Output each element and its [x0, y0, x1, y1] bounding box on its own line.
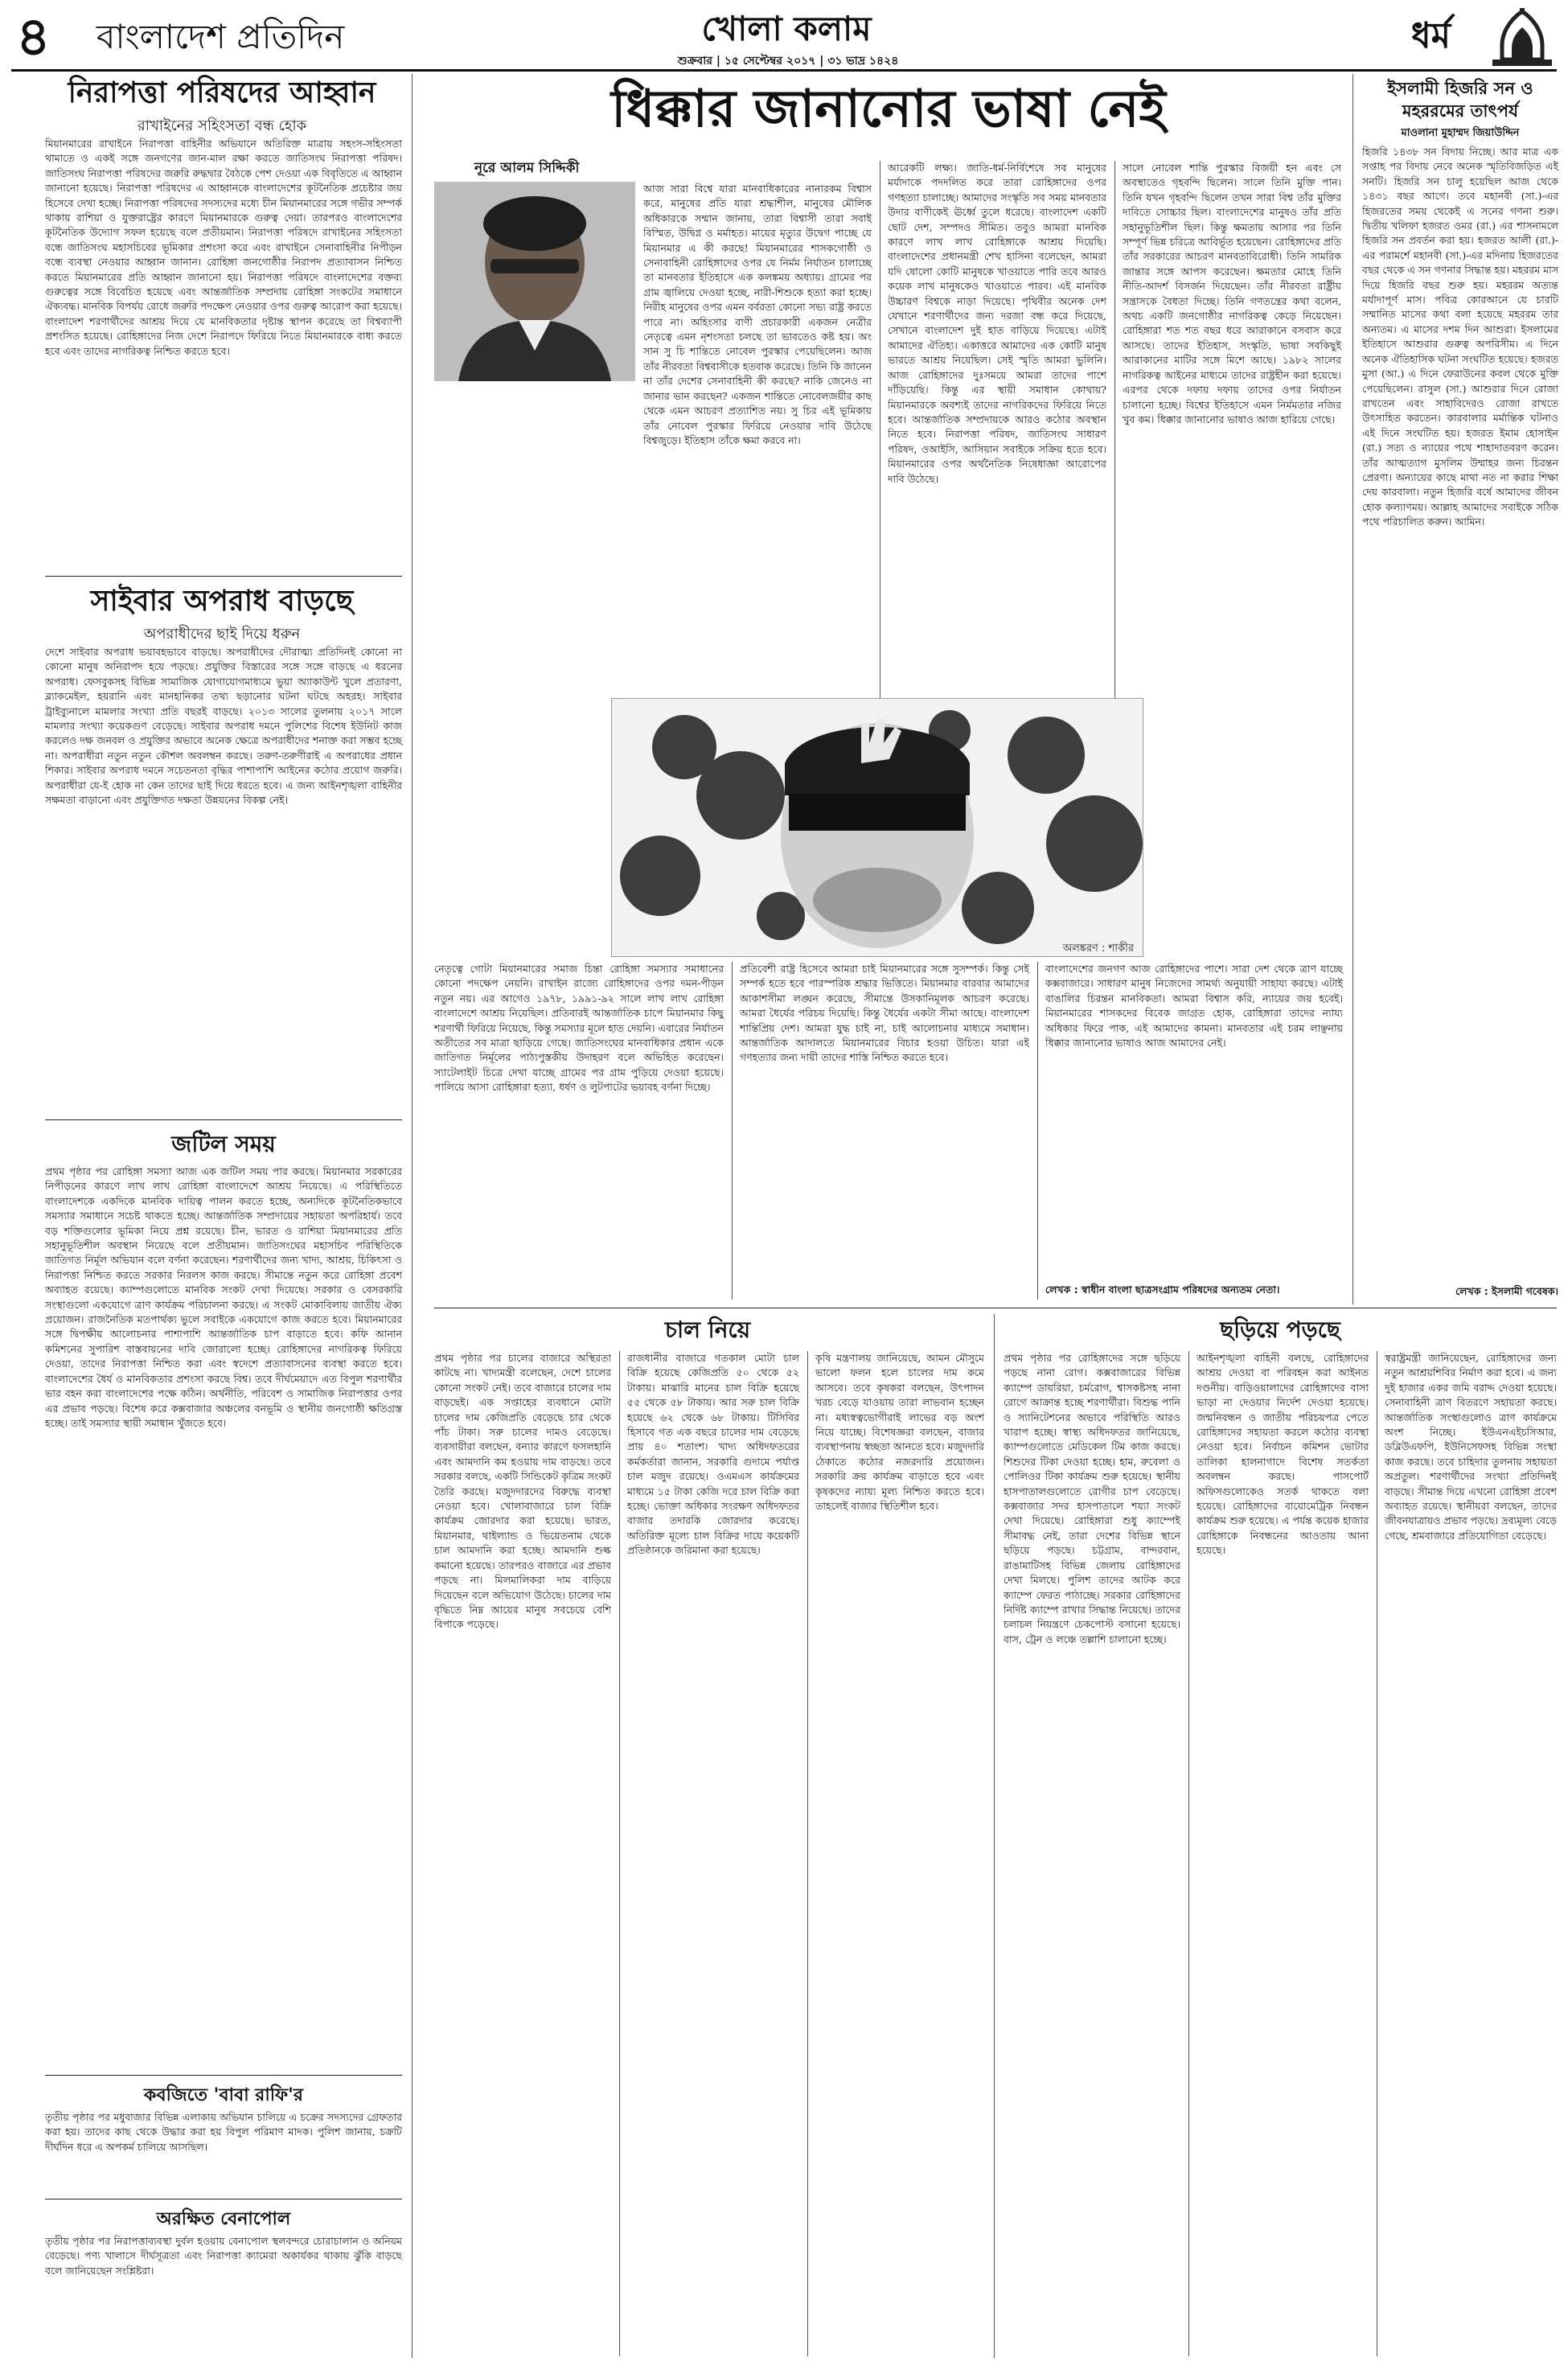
left-rule-2 — [45, 1119, 402, 1120]
divider-main-4 — [1037, 962, 1038, 1300]
divider-lc-2 — [807, 1351, 808, 2356]
editorial1-subtitle: রাখাইনের সহিংসতা বন্ধ হোক — [137, 117, 307, 134]
main-body-col1: আজ সারা বিশ্বে যারা মানবাধিকারের নানারকম বিশ্বাস করে, মানুষের প্রতি যারা শ্রদ্ধাশীল, মানুষের মৌলিক অধিকারকে সম্মান জানায়, তারা বিশ্বাসী তারা সবাই বিস্মিত, উদ্বিগ্ন ও মর্মাহত। মায়ের মৃত্যুর উদ্বেগ পাচ্ছে যে মিয়ানমার এ কী করছে! মিয়ানমারের শাসকগোষ্ঠী ও সেনাবাহিনী রোহিঙ্গাদের ওপর যে নির্মম নির্যাতন চালাচ্ছে তা মানবতার ইতিহাসে এক কলঙ্কময় অধ্যায়। গ্রামের পর গ্রাম জ্বালিয়ে দেওয়া হচ্ছে, নারী-শিশুকে হত্যা করা হচ্ছে। নিরীহ মানুষের ওপর এমন বর্বরতা কোনো সভ্য রাষ্ট্র করতে পারে না। অহিংসার বাণী প্রচারকারী একজন নেত্রীর নেতৃত্বে এমন নৃশংসতা চলছে তা ভাবতেও কষ্ট হয়। অং সান সু চি শান্তিতে নোবেল পুরস্কার পেয়েছিলেন। আজ তাঁর নীরবতা বিশ্ববাসীকে হতবাক করেছে। তিনি কি জানেন না তাঁর দেশের সেনাবাহিনী কী করছে? নাকি জেনেও না জানার ভান করছেন? একজন শান্তিতে নোবেলজয়ীর কাছ থেকে এমন আচরণ প্রত্যাশিত নয়। সু চির এই ভূমিকায় তাঁর নোবেল পুরস্কার ফিরিয়ে নেওয়ার দাবি উঠেছে বিশ্বজুড়ে। ইতিহাস তাঁকে ক্ষমা করবে না। — [643, 183, 872, 446]
religion-title: ইসলামী হিজরি সন ও মহররমের তাৎপর্য — [1387, 79, 1533, 121]
illustration — [611, 698, 1143, 957]
section-title: খোলা কলাম — [701, 9, 872, 48]
lower-center-col3: কৃষি মন্ত্রণালয় জানিয়েছে, আমন মৌসুমে ভালো ফলন হলে চালের দাম কমে আসবে। তবে কৃষকরা বলছেন, উৎপাদন খরচ বেড়ে যাওয়ায় তারা লাভবান হচ্ছেন না। মধ্যস্বত্বভোগীরাই লাভের বড় অংশ নিয়ে যাচ্ছে। বিশেষজ্ঞরা বলছেন, বাজার ব্যবস্থাপনায় স্বচ্ছতা আনতে হবে। মজুদদারি ঠেকাতে কঠোর নজরদারি প্রয়োজন। সরকারি ক্রয় কার্যক্রম বাড়াতে হবে এবং কৃষকদের ন্যায্য মূল্য নিশ্চিত করতে হবে। তাহলেই বাজার স্থিতিশীল হবে। — [815, 1352, 984, 1513]
lower-right-col3: স্বরাষ্ট্রমন্ত্রী জানিয়েছেন, রোহিঙ্গাদের জন্য নতুন আশ্রয়শিবির নির্মাণ করা হবে। এ জন্য দুই হাজার একর জমি বরাদ্দ দেওয়া হয়েছে। সেনাবাহিনী ত্রাণ বিতরণে সহায়তা করছে। আন্তর্জাতিক সংস্থাগুলোও ত্রাণ কার্যক্রমে অংশ নিচ্ছে। ইউএনএইচসিআর, ডব্লিউএফপি, ইউনিসেফসহ বিভিন্ন সংস্থা কাজ করছে। তবে চাহিদার তুলনায় সহায়তা অপ্রতুল। শরণার্থীদের সংখ্যা প্রতিদিনই বাড়ছে। সীমান্ত দিয়ে এখনো রোহিঙ্গা প্রবেশ অব্যাহত রয়েছে। স্থানীয়রা বলছেন, তাদের জীবনযাত্রায়ও প্রভাব পড়ছে। দ্রব্যমূল্য বেড়ে গেছে, শ্রমবাজারে প্রতিযোগিতা বেড়েছে। — [1385, 1352, 1557, 1542]
column4-title: কবজিতে 'বাবা রাফি'র — [144, 2085, 303, 2105]
image-credit: অলঙ্করণ : শাকীর — [1062, 943, 1134, 955]
page-number: ৪ — [16, 6, 51, 68]
main-body-col1b — [434, 386, 872, 692]
religion-body: হিজরি ১৪৩৮ সন বিদায় নিচ্ছে। আর মাত্র এক সপ্তাহ পর বিদায় নেবে অনেক স্মৃতিবিজড়িত এই সনটি। হিজরি সন চালু হয়েছিল আজ থেকে ১৪৩১ বছর আগে। তবে মহানবী (সা.)-এর হিজরতের সময় থেকেই এ সনের গণনা শুরু। দ্বিতীয় খলিফা হজরত ওমর (রা.) এর শাসনামলে হিজরি সন প্রবর্তন করা হয়। হজরত আলী (রা.)-এর পরামর্শে মহানবী (সা.)-এর মদিনায় হিজরতের বছর থেকে এ সন গণনার সিদ্ধান্ত হয়। মহররম মাস দিয়ে হিজরি বছর শুরু হয়। মহররম অত্যন্ত মর্যাদাপূর্ণ মাস। পবিত্র কোরআনে যে চারটি সম্মানিত মাসের কথা বলা হয়েছে মহররম তার অন্যতম। এ মাসের দশম দিন আশুরা। ইসলামের ইতিহাসে আশুরার গুরুত্ব অপরিসীম। এ দিনে অনেক ঐতিহাসিক ঘটনা সংঘটিত হয়েছে। হজরত মুসা (আ.) এ দিনে ফেরাউনের কবল থেকে মুক্তি পেয়েছিলেন। রাসুল (সা.) আশুরার দিনে রোজা রাখতেন এবং সাহাবিদেরও রোজা রাখতে উৎসাহিত করতেন। কারবালার মর্মান্তিক ঘটনাও এই দিনে সংঘটিত হয়। হজরত ইমাম হোসাইন (রা.) সত্য ও ন্যায়ের পথে শাহাদাতবরণ করেন। তাঁর আত্মত্যাগ মুসলিম উম্মাহর জন্য চিরন্তন প্রেরণা। অন্যায়ের কাছে মাথা নত না করার শিক্ষা দেয় কারবালা। নতুন হিজরি বর্ষে আমাদের জীবন হোক কল্যাণময়। আল্লাহ আমাদের সবাইকে সঠিক পথে পরিচালিত করুন। আমিন। — [1362, 146, 1558, 528]
main-body-bottom3: বাংলাদেশের জনগণ আজ রোহিঙ্গাদের পাশে। সারা দেশ থেকে ত্রাণ যাচ্ছে কক্সবাজারে। সাধারণ মানুষ নিজেদের সামর্থ্য অনুযায়ী সাহায্য করছে। এটাই বাঙালির চিরন্তন মানবিকতা। আমরা বিশ্বাস করি, ন্যায়ের জয় হবেই। মিয়ানমারের শাসকদের বিবেক জাগ্রত হোক, রোহিঙ্গারা তাদের ন্যায্য অধিকার ফিরে পাক, এই আমাদের কামনা। মানবতার এই চরম লাঞ্ছনায় ধিক্কার জানানোর ভাষাও আজ আমাদের নেই। — [1045, 963, 1343, 1049]
lower-center-col1: প্রথম পৃষ্ঠার পর চালের বাজারে অস্থিরতা কাটছে না। খাদ্যমন্ত্রী বলেছেন, দেশে চালের কোনো সংকট নেই। তবে বাজারে চালের দাম বাড়ছেই। এক সপ্তাহের ব্যবধানে মোটা চালের দাম কেজিপ্রতি বেড়েছে চার থেকে পাঁচ টাকা। সরু চালের দামও বেড়েছে। ব্যবসায়ীরা বলছেন, বন্যার কারণে ফসলহানি এবং আমদানি কম হওয়ায় দাম বাড়ছে। তবে সরকার বলছে, একটি সিন্ডিকেট কৃত্রিম সংকট তৈরি করছে। মজুদদারদের বিরুদ্ধে ব্যবস্থা নেওয়া হবে। খোলাবাজারে চাল বিক্রি কার্যক্রম জোরদার করা হয়েছে। ভারত, মিয়ানমার, থাইল্যান্ড ও ভিয়েতনাম থেকে চাল আমদানি করা হচ্ছে। আমদানি শুল্ক কমানো হয়েছে। তারপরও বাজারে এর প্রভাব পড়ছে না। মিলমালিকরা দাম বাড়িয়ে দিয়েছেন বলে অভিযোগ উঠেছে। চালের দাম বৃদ্ধিতে নিম্ন আয়ের মানুষ সবচেয়ে বেশি বিপাকে পড়েছে। — [434, 1352, 611, 1631]
column3-body: প্রথম পৃষ্ঠার পর রোহিঙ্গা সমস্যা আজ এক জটিল সময় পার করছে। মিয়ানমার সরকারের নিপীড়নের কারণে লাখ লাখ রোহিঙ্গা বাংলাদেশে আশ্রয় নিয়েছে। এ পরিস্থিতিতে বাংলাদেশকে একদিকে মানবিক দায়িত্ব পালন করতে হচ্ছে, অন্যদিকে কূটনৈতিকভাবে সমস্যার সমাধানে সচেষ্ট থাকতে হচ্ছে। আন্তর্জাতিক সম্প্রদায়ের সহায়তা অপরিহার্য। তবে বড় শক্তিগুলোর ভূমিকা নিয়ে প্রশ্ন রয়েছে। চীন, ভারত ও রাশিয়া মিয়ানমারের প্রতি সহানুভূতিশীল অবস্থান নিয়েছে বলে প্রতীয়মান। জাতিসংঘের মহাসচিব পরিস্থিতিকে জাতিগত নির্মূল অভিযান বলে বর্ণনা করেছেন। শরণার্থীদের জন্য খাদ্য, আশ্রয়, চিকিৎসা ও নিরাপত্তা নিশ্চিত করতে সরকার নিরলস কাজ করছে। সীমান্তে নতুন করে রোহিঙ্গা প্রবেশ অব্যাহত রয়েছে। ক্যাম্পগুলোতে মানবিক সংকট দেখা দিয়েছে। সরকার ও বেসরকারি সংস্থাগুলো একযোগে ত্রাণ কার্যক্রম পরিচালনা করছে। এ সংকট মোকাবিলায় জাতীয় ঐক্য প্রয়োজন। রাজনৈতিক মতপার্থক্য ভুলে সবাইকে একযোগে কাজ করতে হবে। মিয়ানমারের সঙ্গে দ্বিপক্ষীয় আলোচনার পাশাপাশি আন্তর্জাতিক চাপ বাড়াতে হবে। কফি আনান কমিশনের সুপারিশ বাস্তবায়নের দাবি জোরালো হচ্ছে। রোহিঙ্গাদের নাগরিকত্ব ফিরিয়ে দেওয়া, তাদের নিরাপত্তা নিশ্চিত করা এবং স্বদেশে প্রত্যাবাসনের ব্যবস্থা করতে হবে। বাংলাদেশের ধৈর্য ও মানবিকতার প্রশংসা করছে বিশ্ব। তবে দীর্ঘমেয়াদে এত বিপুল শরণার্থীর ভার বহন করা বাংলাদেশের পক্ষে কঠিন। অর্থনীতি, পরিবেশ ও সামাজিক নিরাপত্তার ওপর এর প্রভাব পড়ছে। বিশেষ করে কক্সবাজার অঞ্চলের বনভূমি ও স্থানীয় জনগোষ্ঠী ক্ষতিগ্রস্ত হচ্ছে। তাই সমস্যার স্থায়ী সমাধান খুঁজতে হবে। — [45, 1165, 402, 1429]
date-line: শুক্রবার | ১৫ সেপ্টেম্বর ২০১৭ | ৩১ ভাদ্র ১৪২৪ — [677, 55, 899, 68]
main-body-col3: সালে নোবেল শান্তি পুরস্কার বিজয়ী হন এবং সে অবস্থাতেও গৃহবন্দি ছিলেন। সালে তিনি মুক্তি পান। তিনি যখন গৃহবন্দি ছিলেন তখন সারা বিশ্ব তাঁর মুক্তির দাবিতে সোচ্চার ছিল। বাংলাদেশের মানুষও তাঁর প্রতি সহানুভূতিশীল ছিল। কিন্তু ক্ষমতায় আসার পর তিনি সম্পূর্ণ ভিন্ন চরিত্রে আবির্ভূত হয়েছেন। রোহিঙ্গাদের প্রতি তাঁর সরকারের আচরণ মানবতাবিরোধী। তিনি সামরিক জান্তার সঙ্গে আপস করেছেন। ক্ষমতার মোহে তিনি নীতি-আদর্শ বিসর্জন দিয়েছেন। তাঁর নীরবতা রাষ্ট্রীয় সন্ত্রাসকে বৈধতা দিচ্ছে। তিনি গণতন্ত্রের কথা বলেন, অথচ একটি জনগোষ্ঠীর নাগরিকত্ব কেড়ে নিয়েছেন। রোহিঙ্গারা শত শত বছর ধরে আরাকানে বসবাস করে আসছে। তাদের ইতিহাস, সংস্কৃতি, ভাষা সবকিছুই আরাকানের মাটির সঙ্গে মিশে আছে। ১৯৮২ সালের নাগরিকত্ব আইনের মাধ্যমে তাদের রাষ্ট্রহীন করা হয়েছে। এরপর থেকে দফায় দফায় তাদের ওপর নির্যাতন চালানো হচ্ছে। বিশ্বের ইতিহাসে এমন নির্মমতার নজির খুব কম। ধিক্কার জানানোর ভাষাও আজ হারিয়ে গেছে। — [1123, 162, 1341, 425]
main-body-bottom2: প্রতিবেশী রাষ্ট্র হিসেবে আমরা চাই মিয়ানমারের সঙ্গে সুসম্পর্ক। কিন্তু সেই সম্পর্ক হতে হবে পারস্পরিক শ্রদ্ধার ভিত্তিতে। মিয়ানমার বারবার আমাদের আকাশসীমা লঙ্ঘন করেছে, সীমান্তে উসকানিমূলক আচরণ করেছে। আমরা ধৈর্যের পরিচয় দিয়েছি। কিন্তু ধৈর্যের একটা সীমা আছে। বাংলাদেশ শান্তিপ্রিয় দেশ। আমরা যুদ্ধ চাই না, চাই আলোচনার মাধ্যমে সমাধান। আন্তর্জাতিক আদালতে মিয়ানমারের বিচার হওয়া উচিত। যারা এই গণহত্যার জন্য দায়ী তাদের শাস্তি নিশ্চিত করতে হবে। — [740, 963, 1029, 1064]
mosque-icon — [1489, 6, 1555, 71]
column3-title: জটিল সময় — [171, 1131, 276, 1157]
lower-center-col2: রাজধানীর বাজারে গতকাল মোটা চাল বিক্রি হয়েছে কেজিপ্রতি ৫০ থেকে ৫২ টাকায়। মাঝারি মানের চাল বিক্রি হয়েছে ৫৫ থেকে ৫৮ টাকায়। আর সরু চাল বিক্রি হয়েছে ৬২ থেকে ৬৮ টাকায়। টিসিবির হিসাবে গত এক বছরে চালের দাম বেড়েছে প্রায় ৪০ শতাংশ। খাদ্য অধিদফতরের কর্মকর্তারা জানান, সরকারি গুদামে পর্যাপ্ত চাল মজুদ রয়েছে। ওএমএস কার্যক্রমের মাধ্যমে ১৫ টাকা কেজি দরে চাল বিক্রি করা হচ্ছে। ভোক্তা অধিকার সংরক্ষণ অধিদফতর বাজার তদারকি জোরদার করেছে। অতিরিক্ত মূল্যে চাল বিক্রির দায়ে কয়েকটি প্রতিষ্ঠানকে জরিমানা করা হয়েছে। — [627, 1352, 799, 1557]
right-section-title: ধর্ম — [1411, 15, 1451, 56]
editorial2-subtitle: অপরাধীদের ছাই দিয়ে ধরুন — [143, 626, 301, 643]
left-rule-3 — [45, 2075, 402, 2076]
divider-lc-1 — [619, 1351, 620, 2356]
lower-right-col2: আইনশৃঙ্খলা বাহিনী বলছে, রোহিঙ্গাদের আশ্রয় দেওয়া বা পরিবহন করা আইনত দণ্ডনীয়। বাড়িওয়ালাদের রোহিঙ্গাদের বাসা ভাড়া না দেওয়ার নির্দেশ দেওয়া হয়েছে। জন্মনিবন্ধন ও জাতীয় পরিচয়পত্র পেতে রোহিঙ্গাদের সহায়তা করলে কঠোর ব্যবস্থা নেওয়া হবে। নির্বাচন কমিশন ভোটার তালিকা হালনাগাদে বিশেষ সতর্কতা অবলম্বন করছে। পাসপোর্ট অফিসগুলোকেও সতর্ক থাকতে বলা হয়েছে। রোহিঙ্গাদের বায়োমেট্রিক নিবন্ধন কার্যক্রম শুরু হয়েছে। এ পর্যন্ত কয়েক হাজার রোহিঙ্গাকে নিবন্ধনের আওতায় আনা হয়েছে। — [1197, 1352, 1369, 1557]
divider-main-3 — [732, 962, 733, 1300]
divider-lower — [994, 1314, 995, 2358]
main-body-bottom1: নেতৃত্বে গোটা মিয়ানমারের সমাজ চিন্তা রোহিঙ্গা সমস্যার সমাধানের কোনো পদক্ষেপ নেয়নি। রাখাইন রাজ্যে রোহিঙ্গাদের ওপর দমন-পীড়ন নতুন নয়। এর আগেও ১৯৭৮, ১৯৯১-৯২ সালে লাখ লাখ রোহিঙ্গা বাংলাদেশে আশ্রয় নিয়েছিল। প্রতিবারই আন্তর্জাতিক চাপে মিয়ানমার কিছু শরণার্থী ফিরিয়ে নিয়েছে, কিন্তু সমস্যার মূলে হাত দেয়নি। এবারের নির্যাতন অতীতের সব মাত্রা ছাড়িয়ে গেছে। জাতিসংঘের মানবাধিকার প্রধান একে জাতিগত নির্মূলের পাঠ্যপুস্তকীয় উদাহরণ বলে অভিহিত করেছেন। স্যাটেলাইট চিত্রে দেখা যাচ্ছে গ্রামের পর গ্রাম পুড়িয়ে দেওয়া হয়েছে। পালিয়ে আসা রোহিঙ্গারা হত্যা, ধর্ষণ ও লুটপাটের ভয়াবহ বর্ণনা দিচ্ছে। — [434, 963, 724, 1094]
lower-right-col1: প্রথম পৃষ্ঠার পর রোহিঙ্গাদের সঙ্গে ছড়িয়ে পড়ছে নানা রোগ। কক্সবাজারের বিভিন্ন ক্যাম্পে ডায়রিয়া, চর্মরোগ, শ্বাসকষ্টসহ নানা রোগে আক্রান্ত হচ্ছে শরণার্থীরা। বিশুদ্ধ পানি ও স্যানিটেশনের অভাবে পরিস্থিতি আরও খারাপ হচ্ছে। স্বাস্থ্য অধিদফতর জানিয়েছে, ক্যাম্পগুলোতে মেডিকেল টিম কাজ করছে। শিশুদের টিকা দেওয়া হচ্ছে। হাম, রুবেলা ও পোলিওর টিকা কার্যক্রম শুরু হয়েছে। স্থানীয় হাসপাতালগুলোতে রোগীর চাপ বেড়েছে। কক্সবাজার সদর হাসপাতালে শয্যা সংকট দেখা দিয়েছে। রোহিঙ্গারা শুধু ক্যাম্পেই সীমাবদ্ধ নেই, তারা দেশের বিভিন্ন স্থানে ছড়িয়ে পড়ছে। চট্টগ্রাম, বান্দরবান, রাঙামাটিসহ বিভিন্ন জেলায় রোহিঙ্গাদের দেখা মিলছে। পুলিশ তাদের আটক করে ক্যাম্পে ফেরত পাঠাচ্ছে। সরকার রোহিঙ্গাদের নির্দিষ্ট ক্যাম্পে রাখার সিদ্ধান্ত নিয়েছে। তাদের চলাচল নিয়ন্ত্রণে চেকপোস্ট বসানো হয়েছে। বাস, ট্রেন ও লঞ্চে তল্লাশি চালানো হচ্ছে। — [1004, 1352, 1180, 1645]
column5-body: তৃতীয় পৃষ্ঠার পর নিরাপত্তাব্যবস্থা দুর্বল হওয়ায় বেনাপোল স্থলবন্দরে চোরাচালান ও অনিয়ম বেড়েছে। পণ্য খালাসে দীর্ঘসূত্রতা এবং নিরাপত্তা ক্যামেরা অকার্যকর থাকায় ঝুঁকি বাড়ছে বলে জানিয়েছেন সংশ্লিষ্টরা। — [45, 2235, 402, 2277]
main-author: নূরে আলম সিদ্দিকী — [474, 160, 580, 176]
main-author-note: লেখক : স্বাধীন বাংলা ছাত্রসংগ্রাম পরিষদের অন্যতম নেতা। — [1045, 1284, 1280, 1296]
author-photo — [434, 182, 635, 381]
left-rule-1 — [45, 576, 402, 577]
masthead-rule — [11, 69, 1557, 72]
paper-name: বাংলাদেশ প্রতিদিন — [96, 17, 345, 56]
divider-left — [412, 74, 413, 2358]
column4-body: তৃতীয় পৃষ্ঠার পর মধুবাজার বিভিন্ন এলাকায় অভিযান চালিয়ে এ চক্রের সদস্যদের গ্রেফতার করা হয়। তাদের কাছ থেকে উদ্ধার করা হয় বিপুল পরিমাণ মাদক। পুলিশ জানায়, চক্রটি দীর্ঘদিন ধরে এ অপকর্ম চালিয়ে আসছিল। — [45, 2111, 402, 2153]
religion-author-note: লেখক : ইসলামী গবেষক। — [1455, 1285, 1558, 1297]
lower-right-title: ছড়িয়ে পড়ছে — [1220, 1316, 1340, 1343]
religion-author: মাওলানা মুহাম্মদ জিয়াউদ্দিন — [1401, 127, 1520, 139]
main-headline: ধিক্কার জানানোর ভাষা নেই — [611, 80, 1166, 139]
lower-center-title: চাল নিয়ে — [664, 1316, 751, 1343]
divider-lr-1 — [1188, 1351, 1189, 2356]
editorial2-body: দেশে সাইবার অপরাধ ভয়াবহভাবে বাড়ছে। অপরাধীদের দৌরাত্ম্য প্রতিদিনই কোনো না কোনো মানুষ অনিরাপদ হয়ে পড়ছে। প্রযুক্তির বিস্তারের সঙ্গে সঙ্গে বাড়ছে এ ধরনের অপরাধ। ফেসবুকসহ বিভিন্ন সামাজিক যোগাযোগমাধ্যমে ভুয়া অ্যাকাউন্ট খুলে প্রতারণা, ব্ল্যাকমেইল, হয়রানি এবং মানহানিকর তথ্য ছড়ানোর ঘটনা ঘটছে অহরহ। সাইবার ট্রাইব্যুনালে মামলার সংখ্যা প্রতি বছরই বাড়ছে। ২০১৩ সালের তুলনায় ২০১৭ সালে মামলার সংখ্যা কয়েকগুণ বেড়েছে। সাইবার অপরাধ দমনে পুলিশের বিশেষ ইউনিট কাজ করলেও দক্ষ জনবল ও প্রযুক্তির অভাবে অনেক ক্ষেত্রে অপরাধীদের শনাক্ত করা সম্ভব হচ্ছে না। অপরাধীরা নতুন নতুন কৌশল অবলম্বন করছে। তরুণ-তরুণীরাই এ অপরাধের প্রধান শিকার। সাইবার অপরাধ দমনে সচেতনতা বৃদ্ধির পাশাপাশি আইনের কঠোর প্রয়োগ জরুরি। অপরাধীরা যে-ই হোক না কেন তাদের ছাই দিয়ে ধরতে হবে। এ জন্য আইনশৃঙ্খলা বাহিনীর সক্ষমতা বাড়ানো এবং প্রযুক্তিগত দক্ষতা উন্নয়নের বিকল্প নেই। — [45, 646, 402, 807]
editorial1-body: মিয়ানমারের রাখাইনে নিরাপত্তা বাহিনীর অভিযানে অতিরিক্ত মাত্রায় সহংস-সহিংসতা থামাতে ও একই সঙ্গে জনগণের জান-মাল রক্ষা করতে জাতিসংঘ নিরাপত্তা পরিষদ। জাতিসংঘ নিরাপত্তা পরিষদের জরুরি রুদ্ধদ্বার বৈঠকে পেশ দেওয়া এক বিবৃতিতে এ আহ্বান জানানো হয়েছে। নিরাপত্তা পরিষদের এ আহ্বানকে বাংলাদেশের কূটনৈতিক প্রচেষ্টার জয় হিসেবে দেখা হচ্ছে। নিরাপত্তা পরিষদের সদস্যদের মধ্যে চীন মিয়ানমারের সঙ্গে গভীর সম্পর্ক থাকায় রাশিয়া ও যুক্তরাষ্ট্রের কারণে মিয়ানমারকে গুরুত্ব দেয়া। তারপরও বাংলাদেশের কূটনৈতিক উদ্যোগ সফল হয়েছে বলে প্রতীয়মান। নিরাপত্তা পরিষদে রাখাইনের সহিংসতা বন্ধে জাতিসংঘ মহাসচিবের ভূমিকার প্রশংসা করে এবং রাখাইনে সেনাবাহিনীর নিপীড়ন বন্ধে ব্যবস্থা নেওয়ার আহ্বান জানান। রোহিঙ্গা জনগোষ্ঠীর নিরাপদ প্রত্যাবাসন নিশ্চিত করতে মিয়ানমারের প্রতি আহ্বান জানানো হয়। নিরাপত্তা পরিষদে বাংলাদেশের বক্তব্য গুরুত্বের সঙ্গে বিবেচিত হয়েছে এবং আন্তর্জাতিক সম্প্রদায় রোহিঙ্গা সংকটের সমাধানে ঐক্যবদ্ধ। মানবিক বিপর্যয় রোধে জরুরি পদক্ষেপ নেওয়ার ওপর গুরুত্ব আরোপ করা হয়েছে। বাংলাদেশ শরণার্থীদের আশ্রয় দিয়ে যে মানবিকতার দৃষ্টান্ত স্থাপন করেছে তা বিশ্বব্যাপী প্রশংসিত হয়েছে। রোহিঙ্গাদের নিজ দেশে নিরাপদে ফিরিয়ে নিতে মিয়ানমারকে বাধ্য করতে হবে এবং তাদের নাগরিকত্ব নিশ্চিত করতে হবে। — [45, 138, 402, 357]
editorial1-title: নিরাপত্তা পরিষদের আহ্বান — [68, 76, 376, 109]
column5-title: অরক্ষিত বেনাপোল — [156, 2209, 291, 2229]
editorial2-title: সাইবার অপরাধ বাড়ছে — [90, 585, 354, 618]
main-body-col2: আরেকটি লক্ষ্য। জাতি-ধর্ম-নির্বিশেষে সব মানুষের মর্যাদাকে পদদলিত করে তারা রোহিঙ্গাদের ওপর গণহত্যা চালাচ্ছে। আমাদের সংস্কৃতি সব সময় মানবতার উদার বাণীকেই ঊর্ধ্বে তুলে ধরেছে। বাংলাদেশ একটি ছোট দেশ, সম্পদও সীমিত। তবুও আমরা মানবিক কারণে লাখ লাখ রোহিঙ্গাকে আশ্রয় দিয়েছি। বাংলাদেশের প্রধানমন্ত্রী শেখ হাসিনা বলেছেন, আমরা যদি ষোলো কোটি মানুষকে খাওয়াতে পারি তবে আরও কয়েক লাখ মানুষকেও খাওয়াতে পারব। এই মানবিক উচ্চারণ বিশ্বকে নাড়া দিয়েছে। পৃথিবীর অনেক দেশ যেখানে শরণার্থীদের জন্য দরজা বন্ধ করে দিয়েছে, সেখানে বাংলাদেশ দুই হাত বাড়িয়ে দিয়েছে। এটাই আমাদের ঐতিহ্য। একাত্তরে আমাদের এক কোটি মানুষ ভারতে আশ্রয় নিয়েছিল। সেই স্মৃতি আমরা ভুলিনি। আজ রোহিঙ্গাদের দুঃসময়ে আমরা তাদের পাশে দাঁড়িয়েছি। কিন্তু এর স্থায়ী সমাধান কোথায়? মিয়ানমারকে অবশ্যই তাদের নাগরিকদের ফিরিয়ে নিতে হবে। আন্তর্জাতিক সম্প্রদায়কে আরও কঠোর অবস্থান নিতে হবে। নিরাপত্তা পরিষদ, জাতিসংঘ সাধারণ পরিষদ, ওআইসি, আসিয়ান সবাইকে সক্রিয় হতে হবে। মিয়ানমারের ওপর অর্থনৈতিক নিষেধাজ্ঞা আরোপের দাবি উঠেছে। — [888, 162, 1106, 485]
